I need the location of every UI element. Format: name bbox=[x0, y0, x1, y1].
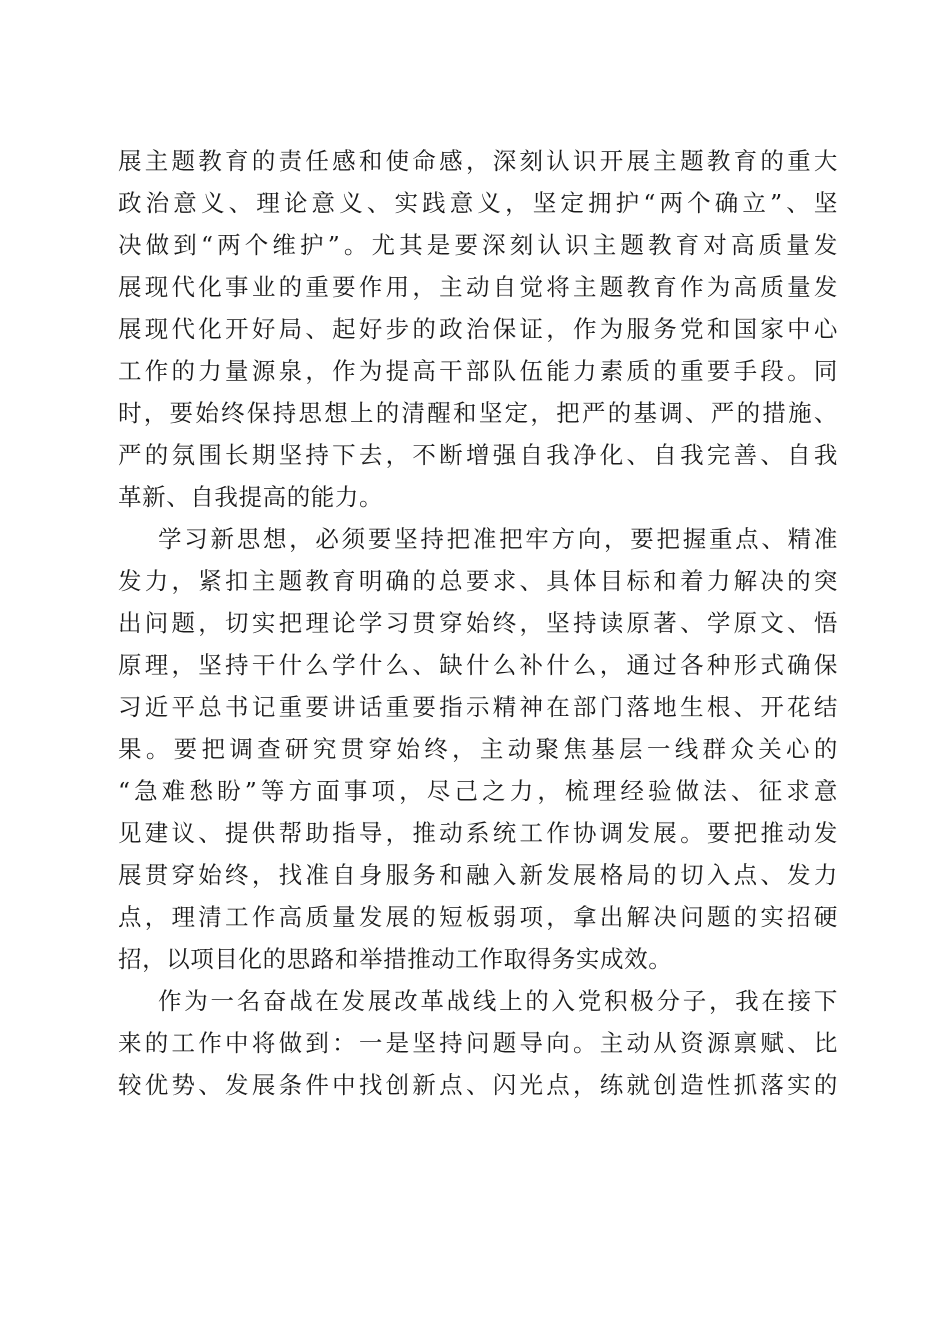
text-line: 展现代化事业的重要作用，主动自觉将主题教育作为高质量发 bbox=[118, 273, 838, 301]
text-line: 原理，坚持干什么学什么、缺什么补什么，通过各种形式确保 bbox=[118, 651, 838, 679]
text-line: 见建议、提供帮助指导，推动系统工作协调发展。要把推动发 bbox=[118, 819, 838, 847]
text-line: 展现代化开好局、起好步的政治保证，作为服务党和国家中心 bbox=[118, 315, 838, 343]
text-line: 决做到“两个维护”。尤其是要深刻认识主题教育对高质量发 bbox=[118, 231, 838, 259]
text-line: 招，以项目化的思路和举措推动工作取得务实成效。 bbox=[118, 945, 673, 973]
text-line: 展主题教育的责任感和使命感，深刻认识开展主题教育的重大 bbox=[118, 147, 838, 175]
text-line: 时，要始终保持思想上的清醒和坚定，把严的基调、严的措施、 bbox=[118, 399, 838, 427]
text-line: 革新、自我提高的能力。 bbox=[118, 483, 384, 511]
text-line: 政治意义、理论意义、实践意义，坚定拥护“两个确立”、坚 bbox=[118, 189, 838, 217]
paragraph-first-line: 作为一名奋战在发展改革战线上的入党积极分子，我在接下 bbox=[158, 987, 838, 1015]
text-line: 点，理清工作高质量发展的短板弱项，拿出解决问题的实招硬 bbox=[118, 903, 838, 931]
text-line: 发力，紧扣主题教育明确的总要求、具体目标和着力解决的突 bbox=[118, 567, 838, 595]
text-line: “急难愁盼”等方面事项，尽己之力，梳理经验做法、征求意 bbox=[118, 777, 838, 805]
text-line: 来的工作中将做到：一是坚持问题导向。主动从资源禀赋、比 bbox=[118, 1029, 838, 1057]
text-line: 展贯穿始终，找准自身服务和融入新发展格局的切入点、发力 bbox=[118, 861, 838, 889]
document-body bbox=[118, 140, 838, 1106]
text-line: 习近平总书记重要讲话重要指示精神在部门落地生根、开花结 bbox=[118, 693, 838, 721]
text-line: 严的氛围长期坚持下去，不断增强自我净化、自我完善、自我 bbox=[118, 441, 838, 469]
paragraph-first-line: 学习新思想，必须要坚持把准把牢方向，要把握重点、精准 bbox=[158, 525, 838, 553]
text-line: 较优势、发展条件中找创新点、闪光点，练就创造性抓落实的 bbox=[118, 1071, 838, 1099]
text-line: 出问题，切实把理论学习贯穿始终，坚持读原著、学原文、悟 bbox=[118, 609, 838, 637]
text-line: 工作的力量源泉，作为提高干部队伍能力素质的重要手段。同 bbox=[118, 357, 838, 385]
text-line: 果。要把调查研究贯穿始终，主动聚焦基层一线群众关心的 bbox=[118, 735, 838, 763]
